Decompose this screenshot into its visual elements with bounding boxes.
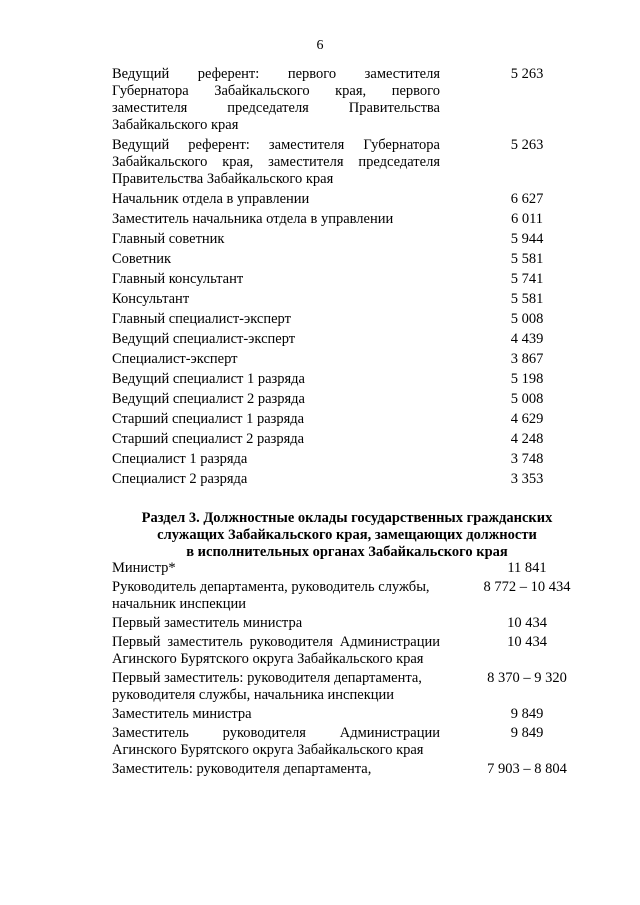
- list-item: [112, 706, 582, 723]
- salary-value: 4 248: [510, 431, 544, 447]
- position-title: Первый заместитель министра: [112, 615, 303, 631]
- position-title: Первый заместитель руководителя Администрации Агинского Бурятского округа Забайкальского края: [112, 634, 440, 667]
- position-title: Ведущий специалист-эксперт: [112, 331, 296, 347]
- position-title: Ведущий специалист 2 разряда: [112, 391, 305, 407]
- salary-value: 5 263: [510, 66, 544, 82]
- position-title: Заместитель начальника отдела в управлении: [112, 211, 394, 227]
- position-title: Министр*: [112, 560, 176, 576]
- position-title: Руководитель департамента, руководитель службы, начальник инспекции: [112, 579, 430, 612]
- list-item: [112, 560, 582, 577]
- list-item: [112, 411, 582, 428]
- salary-value: 5 581: [510, 291, 544, 307]
- list-item: [112, 761, 582, 778]
- list-item: [112, 311, 582, 328]
- salary-value: 4 629: [510, 411, 544, 427]
- list-item: [112, 725, 582, 759]
- position-title: Старший специалист 2 разряда: [112, 431, 305, 447]
- list-item: [112, 231, 582, 248]
- position-title: Старший специалист 1 разряда: [112, 411, 305, 427]
- salary-value: 5 263: [510, 137, 544, 153]
- list-item: [112, 451, 582, 468]
- salary-value: 6 011: [510, 211, 544, 227]
- list-item: [112, 471, 582, 488]
- list-item: [112, 371, 582, 388]
- section-2-salary-list: [112, 66, 582, 491]
- salary-value: 3 748: [510, 451, 544, 467]
- salary-value: 6 627: [510, 191, 544, 207]
- list-item: [112, 291, 582, 308]
- salary-value: 5 198: [510, 371, 544, 387]
- list-item: [112, 579, 582, 613]
- position-title: Специалист 2 разряда: [112, 471, 248, 487]
- position-title: Первый заместитель: руководителя департамента, руководителя службы, начальника инспекции: [112, 670, 422, 703]
- position-title: Начальник отдела в управлении: [112, 191, 310, 207]
- salary-value: 5 581: [510, 251, 544, 267]
- position-title: Ведущий референт: первого заместителя Губернатора Забайкальского края, первого заместителя председателя Правительства Забайкальского края: [112, 66, 440, 133]
- list-item: [112, 670, 582, 704]
- position-title: Советник: [112, 251, 172, 267]
- salary-value: 4 439: [510, 331, 544, 347]
- list-item: [112, 271, 582, 288]
- salary-value: 7 903 – 8 804: [487, 761, 567, 777]
- salary-value: 10 434: [507, 634, 547, 650]
- list-item: [112, 431, 582, 448]
- salary-value: 5 741: [510, 271, 544, 287]
- section-heading-line: Раздел 3. Должностные оклады государственных гражданских: [141, 510, 553, 526]
- salary-value: 5 008: [510, 311, 544, 327]
- salary-value: 11 841: [507, 560, 547, 576]
- position-title: Специалист 1 разряда: [112, 451, 248, 467]
- list-item: [112, 351, 582, 368]
- salary-value: 10 434: [507, 615, 547, 631]
- position-title: Консультант: [112, 291, 190, 307]
- position-title: Заместитель руководителя Администрации Агинского Бурятского округа Забайкальского края: [112, 725, 440, 758]
- position-title: Главный советник: [112, 231, 225, 247]
- salary-value: 8 772 – 10 434: [483, 579, 571, 595]
- salary-value: 9 849: [510, 725, 544, 741]
- section-3-heading: [112, 510, 582, 561]
- section-heading-line: служащих Забайкальского края, замещающих должности: [157, 527, 537, 543]
- position-title: Главный специалист-эксперт: [112, 311, 291, 327]
- list-item: [112, 634, 582, 668]
- position-title: Ведущий специалист 1 разряда: [112, 371, 305, 387]
- list-item: [112, 251, 582, 268]
- section-3-salary-list: [112, 560, 582, 780]
- salary-value: 8 370 – 9 320: [487, 670, 567, 686]
- position-title: Заместитель министра: [112, 706, 252, 722]
- salary-value: 9 849: [510, 706, 544, 722]
- list-item: [112, 137, 582, 188]
- list-item: [112, 191, 582, 208]
- salary-value: 5 944: [510, 231, 544, 247]
- section-heading-line: в исполнительных органах Забайкальского края: [186, 544, 508, 560]
- list-item: [112, 331, 582, 348]
- list-item: [112, 66, 582, 134]
- list-item: [112, 211, 582, 228]
- salary-value: 3 867: [510, 351, 544, 367]
- position-title: Главный консультант: [112, 271, 244, 287]
- page-number: 6: [316, 38, 324, 53]
- list-item: [112, 391, 582, 408]
- salary-value: 3 353: [510, 471, 544, 487]
- salary-value: 5 008: [510, 391, 544, 407]
- position-title: Ведущий референт: заместителя Губернатора Забайкальского края, заместителя председателя Правительства Забайкальского края: [112, 137, 440, 187]
- position-title: Специалист-эксперт: [112, 351, 238, 367]
- position-title: Заместитель: руководителя департамента,: [112, 761, 372, 777]
- list-item: [112, 615, 582, 632]
